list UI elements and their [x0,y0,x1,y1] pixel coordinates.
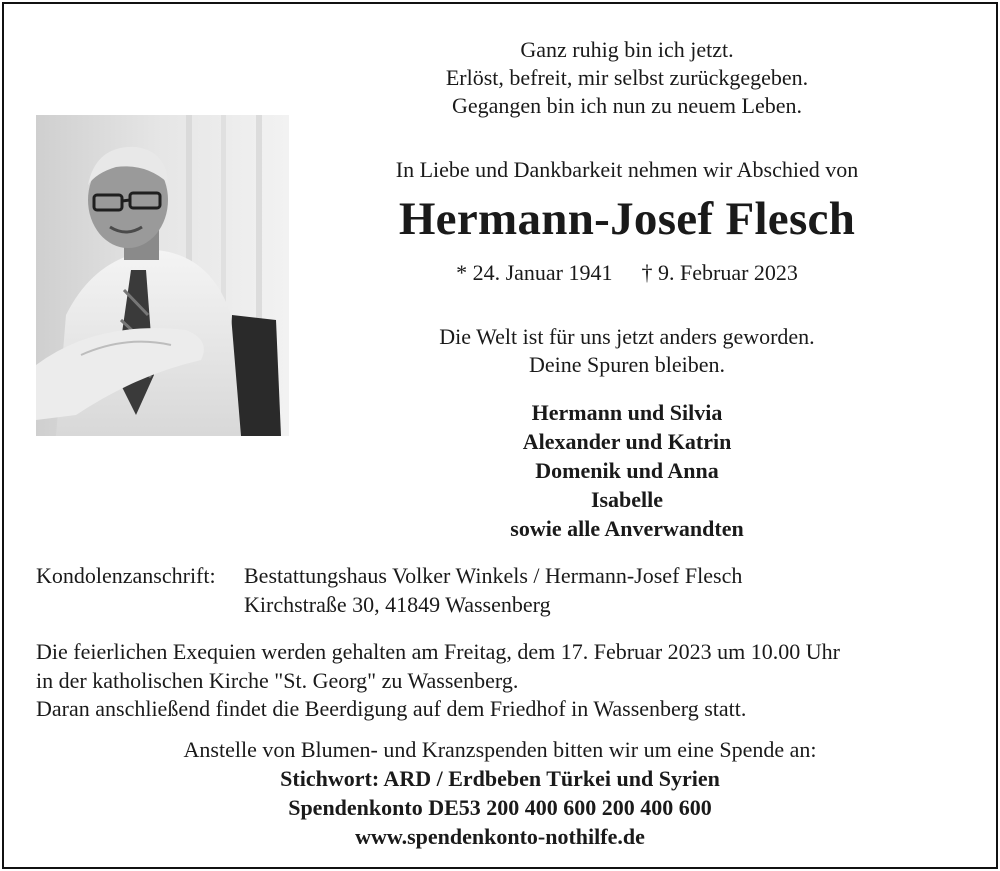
life-dates [363,260,891,286]
quote [363,323,891,379]
mourner-3: Domenik und Anna [535,458,719,483]
quote-line-2: Deine Spuren bleiben. [528,352,726,377]
mourner-1: Hermann und Silvia [531,400,723,425]
poem-line-1: Ganz ruhig bin ich jetzt. [520,37,734,62]
mourner-4: Isabelle [590,487,664,512]
service-line-2: in der katholischen Kirche "St. Georg" zu Wassenberg. [36,668,519,693]
poem [363,36,891,120]
intro-text: In Liebe und Dankbarkeit nehmen wir Abschied von [395,157,859,182]
donation-account: Spendenkonto DE53 200 400 600 200 400 600 [288,795,712,820]
death-date: † 9. Februar 2023 [641,260,798,285]
mourner-5: sowie alle Anverwandten [510,516,744,541]
birth-date: * 24. Januar 1941 [456,260,613,285]
quote-line-1: Die Welt ist für uns jetzt anders geworden. [439,324,815,349]
donation-keyword: Stichwort: ARD / Erdbeben Türkei und Syrien [280,766,720,791]
condolence-line-2: Kirchstraße 30, 41849 Wassenberg [244,592,551,617]
deceased-name: Hermann-Josef Flesch [398,193,856,245]
mourner-2: Alexander und Katrin [522,429,732,454]
poem-line-2: Erlöst, befreit, mir selbst zurückgegeben. [445,65,809,90]
donation-request: Anstelle von Blumen- und Kranzspenden bitten wir um eine Spende an: [183,737,817,762]
service-line-1: Die feierlichen Exequien werden gehalten am Freitag, dem 17. Februar 2023 um 10.00 Uhr [36,639,840,664]
condolence-label: Kondolenzanschrift: [36,563,216,588]
portrait-photo [36,115,289,436]
poem-line-3: Gegangen bin ich nun zu neuem Leben. [451,93,803,118]
service-line-3: Daran anschließend findet die Beerdigung auf dem Friedhof in Wassenberg statt. [36,696,747,721]
condolence-line-1: Bestattungshaus Volker Winkels / Hermann-Josef Flesch [244,563,743,588]
donation-website: www.spendenkonto-nothilfe.de [355,824,645,849]
mourners-list [363,398,891,543]
